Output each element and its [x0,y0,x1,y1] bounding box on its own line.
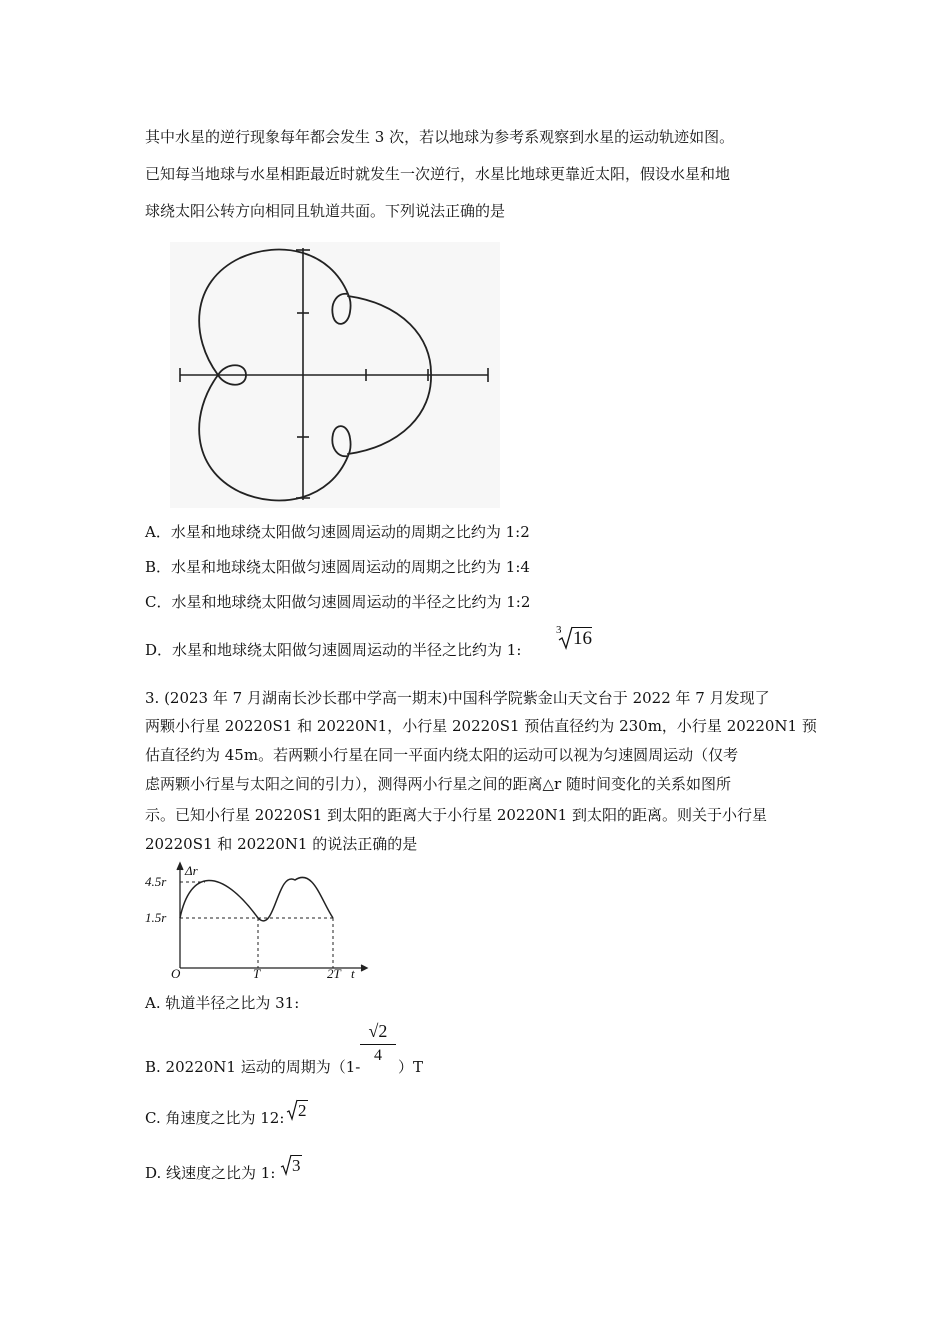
label-origin: O [171,966,181,978]
q3-option-b-suffix: ）T [398,1058,424,1076]
mercury-trajectory-figure [170,242,500,508]
fraction-denominator: 4 [374,1047,382,1064]
q2-option-d: D．水星和地球绕太阳做匀速圆周运动的半径之比约为 1: [145,641,522,659]
q3-option-b-prefix: B. 20220N1 运动的周期为（1- [145,1058,361,1076]
fraction-numerator: √2 [368,1021,388,1041]
q2-line-3: 球绕太阳公转方向相同且轨道共面。下列说法正确的是 [145,202,506,220]
tick-2T: 2T [327,966,341,978]
root-index: 3 [556,624,562,636]
q2-option-b: B．水星和地球绕太阳做匀速圆周运动的周期之比约为 1:4 [145,558,530,576]
label-t: t [351,966,355,978]
q3-option-a: A. 轨道半径之比为 31: [145,994,300,1012]
radicand-c: 2 [298,1101,307,1120]
label-delta-r: Δr [185,863,198,878]
q3-line-1: 3. (2023 年 7 月湖南长沙长郡中学高一期末)中国科学院紫金山天文台于 2022 年 7 月发现了 [145,689,770,707]
q3-option-c: C. 角速度之比为 12: [145,1109,285,1127]
q2-option-c: C．水星和地球绕太阳做匀速圆周运动的半径之比约为 1:2 [145,593,531,611]
q3-line-2: 两颗小行星 20220S1 和 20220N1，小行星 20220S1 预估直径约为 230m，小行星 20220N1 预 [145,717,817,735]
q3-line-3: 估直径约为 45m。若两颗小行星在同一平面内绕太阳的运动可以视为匀速圆周运动（仅考 [145,746,739,764]
q2-line-1: 其中水星的逆行现象每年都会发生 3 次，若以地球为参考系观察到水星的运动轨迹如图。 [145,128,735,146]
delta-r-curve [180,877,333,920]
q2-option-a: A．水星和地球绕太阳做匀速圆周运动的周期之比约为 1:2 [145,523,530,541]
q3-option-d: D. 线速度之比为 1: [145,1164,276,1182]
tick-4.5r: 4.5r [145,874,167,889]
tick-1.5r: 1.5r [145,910,167,925]
delta-r-graph [145,860,370,978]
q3-line-5: 示。已知小行星 20220S1 到太阳的距离大于小行星 20220N1 到太阳的距离。则关于小行星 [145,806,767,824]
fraction [360,1020,396,1065]
radicand-d: 3 [292,1156,301,1175]
q3-line-4: 虑两颗小行星与太阳之间的引力），测得两小行星之间的距离△r 随时间变化的关系如图所 [145,775,731,793]
q2-line-2: 已知每当地球与水星相距最近时就发生一次逆行，水星比地球更靠近太阳，假设水星和地 [145,165,731,183]
q3-line-6: 20220S1 和 20220N1 的说法正确的是 [145,835,418,853]
cube-root-16 [556,624,606,652]
tick-T: T [253,966,261,978]
radicand: 16 [573,628,592,649]
